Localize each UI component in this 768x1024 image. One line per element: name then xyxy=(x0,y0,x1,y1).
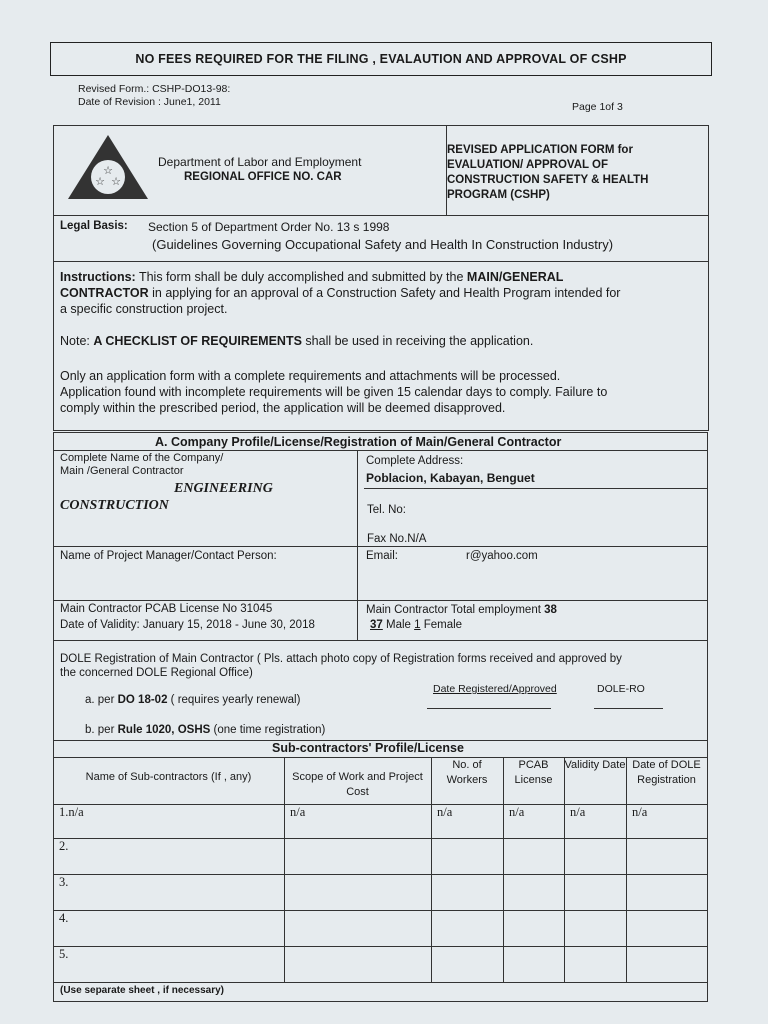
address-divider xyxy=(364,488,707,489)
option-a xyxy=(85,694,300,706)
use-separate-sheet-note: (Use separate sheet , if necessary) xyxy=(60,985,224,996)
department-name: Department of Labor and Employment xyxy=(158,155,362,169)
dole-logo-icon xyxy=(66,133,150,201)
company-name-value-2: CONSTRUCTION xyxy=(60,498,169,513)
table-row-divider xyxy=(53,838,708,839)
employment-label: Main Contractor Total employment xyxy=(366,604,545,616)
manager-label: Name of Project Manager/Contact Person: xyxy=(60,550,277,562)
date-registered-blank xyxy=(427,708,551,709)
no-fees-banner xyxy=(50,42,712,76)
date-of-validity: Date of Validity: January 15, 2018 - June 30, 2018 xyxy=(60,619,315,631)
no-fees-banner-text: NO FEES REQUIRED FOR THE FILING , EVALAUTION AND APPROVAL OF CSHP xyxy=(135,52,627,66)
table-cell: n/a xyxy=(437,805,453,819)
email-value: r@yahoo.com xyxy=(466,550,538,562)
option-b xyxy=(85,724,325,736)
table-row-divider xyxy=(53,874,708,875)
form-title-line-4: PROGRAM (CSHP) xyxy=(447,189,550,201)
form-title-line-2: EVALUATION/ APPROVAL OF xyxy=(447,159,609,171)
pcab-license: Main Contractor PCAB License No 31045 xyxy=(60,603,273,615)
row-divider-3 xyxy=(53,640,708,641)
form-right-border xyxy=(707,432,708,1002)
page-number: Page 1of 3 xyxy=(572,101,623,113)
table-cell: 2. xyxy=(59,839,69,853)
table-header-cell: Validity Date xyxy=(564,759,626,771)
instructions-line-2 xyxy=(60,286,620,300)
table-header-cell: Date of DOLE Registration xyxy=(632,759,701,786)
date-registered-label: Date Registered/Approved xyxy=(433,683,557,695)
table-col-divider xyxy=(431,757,432,982)
employment-total: 38 xyxy=(544,604,557,616)
form-left-border xyxy=(53,432,54,1002)
instructions-line-1 xyxy=(60,270,563,284)
subcontractors-title: Sub-contractors' Profile/License xyxy=(272,741,464,755)
revised-form-label: Revised Form.: CSHP-DO13-98: xyxy=(78,83,231,95)
paragraph-line-3: comply within the prescribed period, the application will be deemed disapproved. xyxy=(60,401,506,415)
option-b-text: (one time registration) xyxy=(210,724,326,736)
table-cell: n/a xyxy=(632,805,648,819)
form-title-line-3: CONSTRUCTION SAFETY & HEALTH xyxy=(447,174,649,186)
paragraph-line-1: Only an application form with a complete requirements and attachments will be processed. xyxy=(60,369,561,383)
dole-registration-line-1: DOLE Registration of Main Contractor ( Pls. attach photo copy of Registration forms received and approved by xyxy=(60,653,622,665)
table-cell: 5. xyxy=(59,947,69,961)
option-a-prefix: a. per xyxy=(85,694,118,706)
table-row-divider xyxy=(53,982,708,983)
option-a-text: ( requires yearly renewal) xyxy=(167,694,301,706)
svg-text:☆: ☆ xyxy=(111,176,121,188)
note-text: shall be used in receiving the application. xyxy=(301,334,534,348)
option-a-bold: DO 18-02 xyxy=(117,694,168,706)
address-value: Poblacion, Kabayan, Benguet xyxy=(366,471,535,485)
table-row-divider xyxy=(53,910,708,911)
table-header-cell: Name of Sub-contractors (If , any) xyxy=(85,771,252,783)
section-a-top-border xyxy=(53,432,708,433)
main-general-bold: MAIN/GENERAL xyxy=(466,270,564,284)
table-header-cell: No. of Workers xyxy=(446,759,488,786)
row-divider-2 xyxy=(53,600,708,601)
checklist-bold: A CHECKLIST OF REQUIREMENTS xyxy=(93,334,302,348)
table-col-divider xyxy=(503,757,504,982)
male-label: Male xyxy=(382,619,415,631)
table-row-divider xyxy=(53,946,708,947)
paragraph-line-2: Application found with incomplete requirements will be given 15 calendar days to comply. Failure to xyxy=(60,385,608,399)
table-col-divider xyxy=(564,757,565,982)
female-count: 1 xyxy=(414,619,421,631)
instructions-line-3: a specific construction project. xyxy=(60,302,228,316)
legal-basis-line-2: (Guidelines Governing Occupational Safety and Health In Construction Industry) xyxy=(152,237,614,252)
table-row-divider xyxy=(53,804,708,805)
dole-ro-label: DOLE-RO xyxy=(597,683,645,695)
table-cell: n/a xyxy=(570,805,586,819)
table-cell: 1.n/a xyxy=(59,805,84,819)
total-employment xyxy=(366,604,557,616)
female-label: Female xyxy=(420,619,463,631)
dole-ro-blank xyxy=(594,708,663,709)
section-a-mid-divider xyxy=(357,450,358,640)
form-title-line-1: REVISED APPLICATION FORM for xyxy=(447,144,633,156)
instructions-text-2: in applying for an approval of a Construction Safety and Health Program intended for xyxy=(148,286,621,300)
address-label: Complete Address: xyxy=(366,455,464,467)
header-box xyxy=(53,125,709,216)
table-cell: n/a xyxy=(509,805,525,819)
company-name-label-2: Main /General Contractor xyxy=(60,465,184,477)
gender-breakdown xyxy=(370,619,462,631)
form-bottom-border xyxy=(53,1001,708,1002)
dole-registration-line-2: the concerned DOLE Regional Office) xyxy=(60,667,253,679)
instructions-label: Instructions: xyxy=(60,270,136,284)
tel-label: Tel. No: xyxy=(367,504,406,516)
option-b-prefix: b. per xyxy=(85,724,118,736)
table-cell: 3. xyxy=(59,875,69,889)
legal-basis-line-1: Section 5 of Department Order No. 13 s 1998 xyxy=(148,220,390,234)
note-line xyxy=(60,334,533,348)
svg-text:☆: ☆ xyxy=(95,176,105,188)
contractor-bold: CONTRACTOR xyxy=(60,286,149,300)
option-b-bold: Rule 1020, OSHS xyxy=(117,724,211,736)
table-header-cell: Scope of Work and Project Cost xyxy=(292,771,423,798)
fax-label: Fax No.N/A xyxy=(367,533,427,545)
table-cell: 4. xyxy=(59,911,69,925)
date-of-revision: Date of Revision : June1, 2011 xyxy=(78,96,221,108)
table-col-divider xyxy=(626,757,627,982)
section-a-title-divider xyxy=(53,450,708,451)
email-label: Email: xyxy=(366,550,398,562)
company-name-label-1: Complete Name of the Company/ xyxy=(60,452,224,464)
note-label: Note: xyxy=(60,334,94,348)
svg-text:☆: ☆ xyxy=(103,165,113,177)
regional-office: REGIONAL OFFICE NO. CAR xyxy=(184,171,342,183)
male-count: 37 xyxy=(370,619,383,631)
legal-basis-label: Legal Basis: xyxy=(60,220,128,232)
table-header-cell: PCAB License xyxy=(514,759,553,786)
company-name-value-1: ENGINEERING xyxy=(174,481,273,496)
table-cell: n/a xyxy=(290,805,306,819)
row-divider-1 xyxy=(53,546,708,547)
instructions-text-1: This form shall be duly accomplished and submitted by the xyxy=(135,270,467,284)
section-a-title: A. Company Profile/License/Registration of Main/General Contractor xyxy=(155,435,562,449)
